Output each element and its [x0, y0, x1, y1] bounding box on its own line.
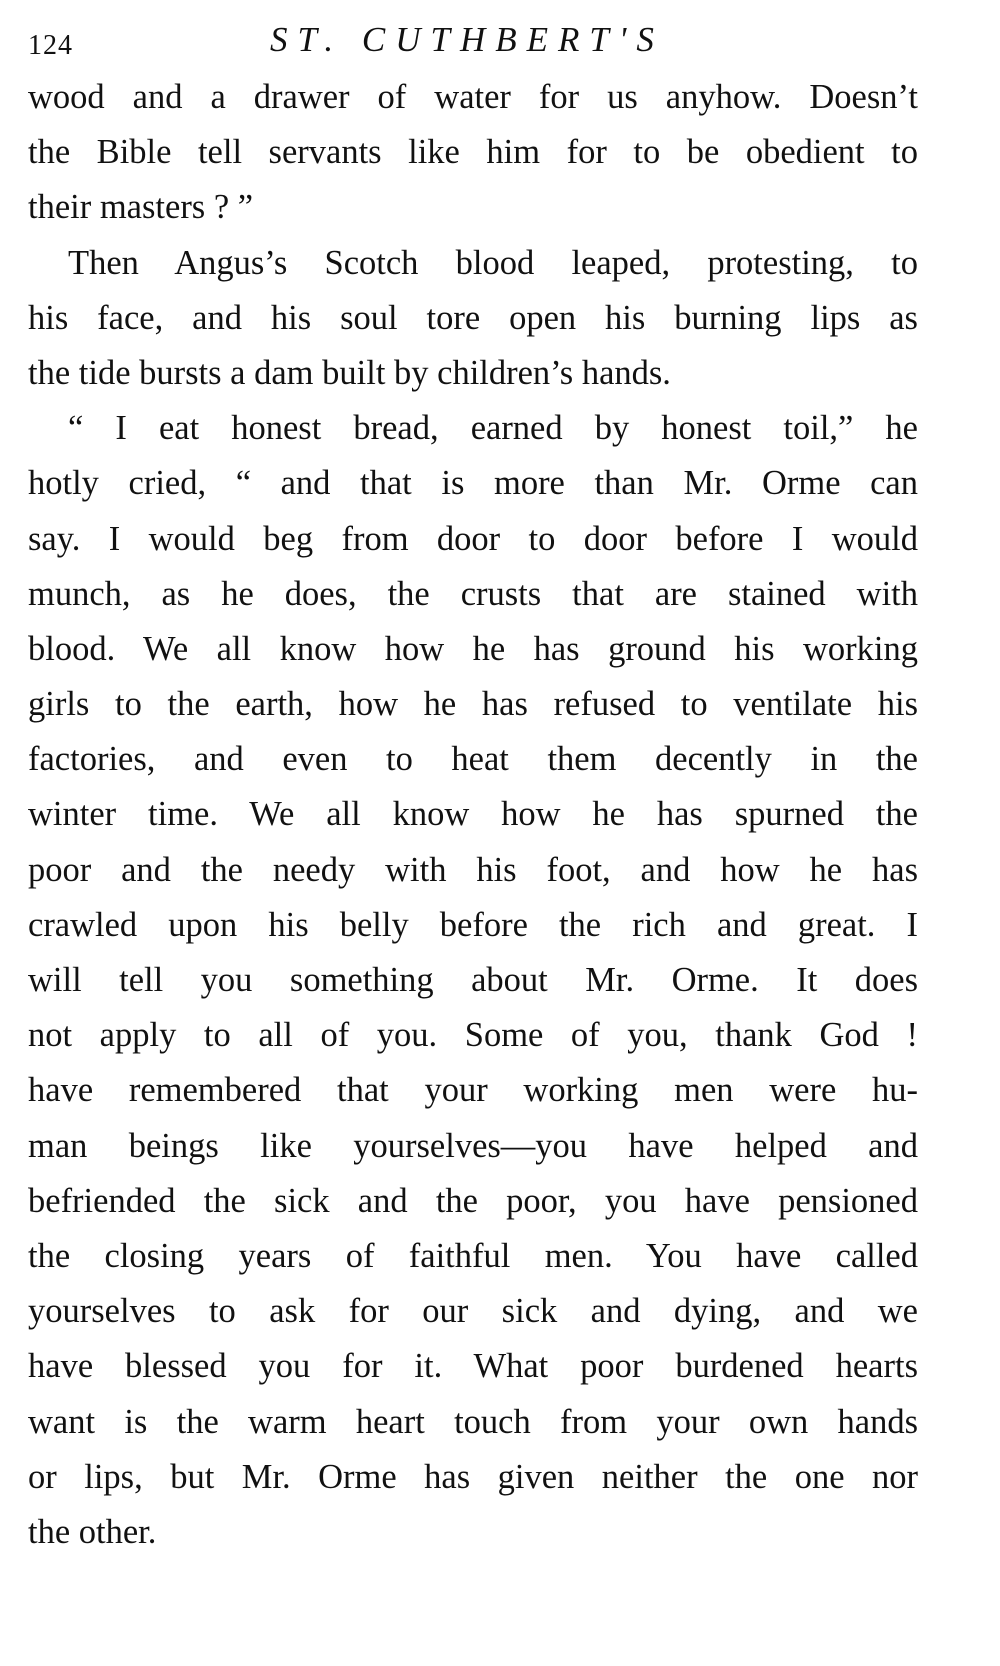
text-line: or lips, but Mr. Orme has given neither the one nor	[28, 1457, 918, 1496]
text-line: say. I would beg from door to door before I would	[28, 519, 918, 558]
text-line: the closing years of faithful men. You have called	[28, 1236, 918, 1275]
text-line: want is the warm heart touch from your own hands	[28, 1402, 918, 1441]
text-line: girls to the earth, how he has refused to ventilate his	[28, 685, 918, 724]
text-line: munch, as he does, the crusts that are stained with	[28, 574, 918, 613]
page-number: 124	[28, 30, 73, 61]
text-line: have blessed you for it. What poor burdened hearts	[28, 1347, 918, 1386]
text-line: crawled upon his belly before the rich and great. I	[28, 905, 918, 944]
text-line: will tell you something about Mr. Orme. It does	[28, 961, 918, 999]
text-line: his face, and his soul tore open his burning lips as	[28, 298, 918, 337]
text-line: blood. We all know how he has ground his working	[28, 629, 918, 668]
text-line: the Bible tell servants like him for to be obedient to	[28, 133, 918, 172]
text-line: yourselves to ask for our sick and dying, and we	[28, 1292, 918, 1331]
text-line: not apply to all of you. Some of you, thank God !	[28, 1016, 918, 1055]
text-line: hotly cried, “ and that is more than Mr. Orme can	[28, 464, 918, 503]
text-line: poor and the needy with his foot, and how he has	[28, 850, 918, 889]
book-page	[28, 18, 918, 1560]
page-header	[28, 18, 918, 61]
text-line: “ I eat honest bread, earned by honest toil,” he	[68, 409, 918, 448]
body-text	[28, 70, 918, 1560]
text-line: factories, and even to heat them decently in the	[28, 740, 918, 779]
text-line: have remembered that your working men were hu-	[28, 1071, 918, 1110]
text-line: winter time. We all know how he has spurned the	[28, 795, 918, 834]
running-head: ST. CUTHBERT'S	[270, 20, 664, 59]
text-line: befriended the sick and the poor, you have pensioned	[28, 1181, 918, 1220]
text-line: man beings like yourselves—you have helped and	[28, 1126, 918, 1165]
text-line: wood and a drawer of water for us anyhow. Doesn’t	[28, 78, 918, 116]
text-line: the other.	[28, 1512, 157, 1551]
text-line: Then Angus’s Scotch blood leaped, protesting, to	[68, 243, 918, 282]
text-line: the tide bursts a dam built by children’s hands.	[28, 353, 671, 392]
text-line: their masters ? ”	[28, 188, 254, 227]
